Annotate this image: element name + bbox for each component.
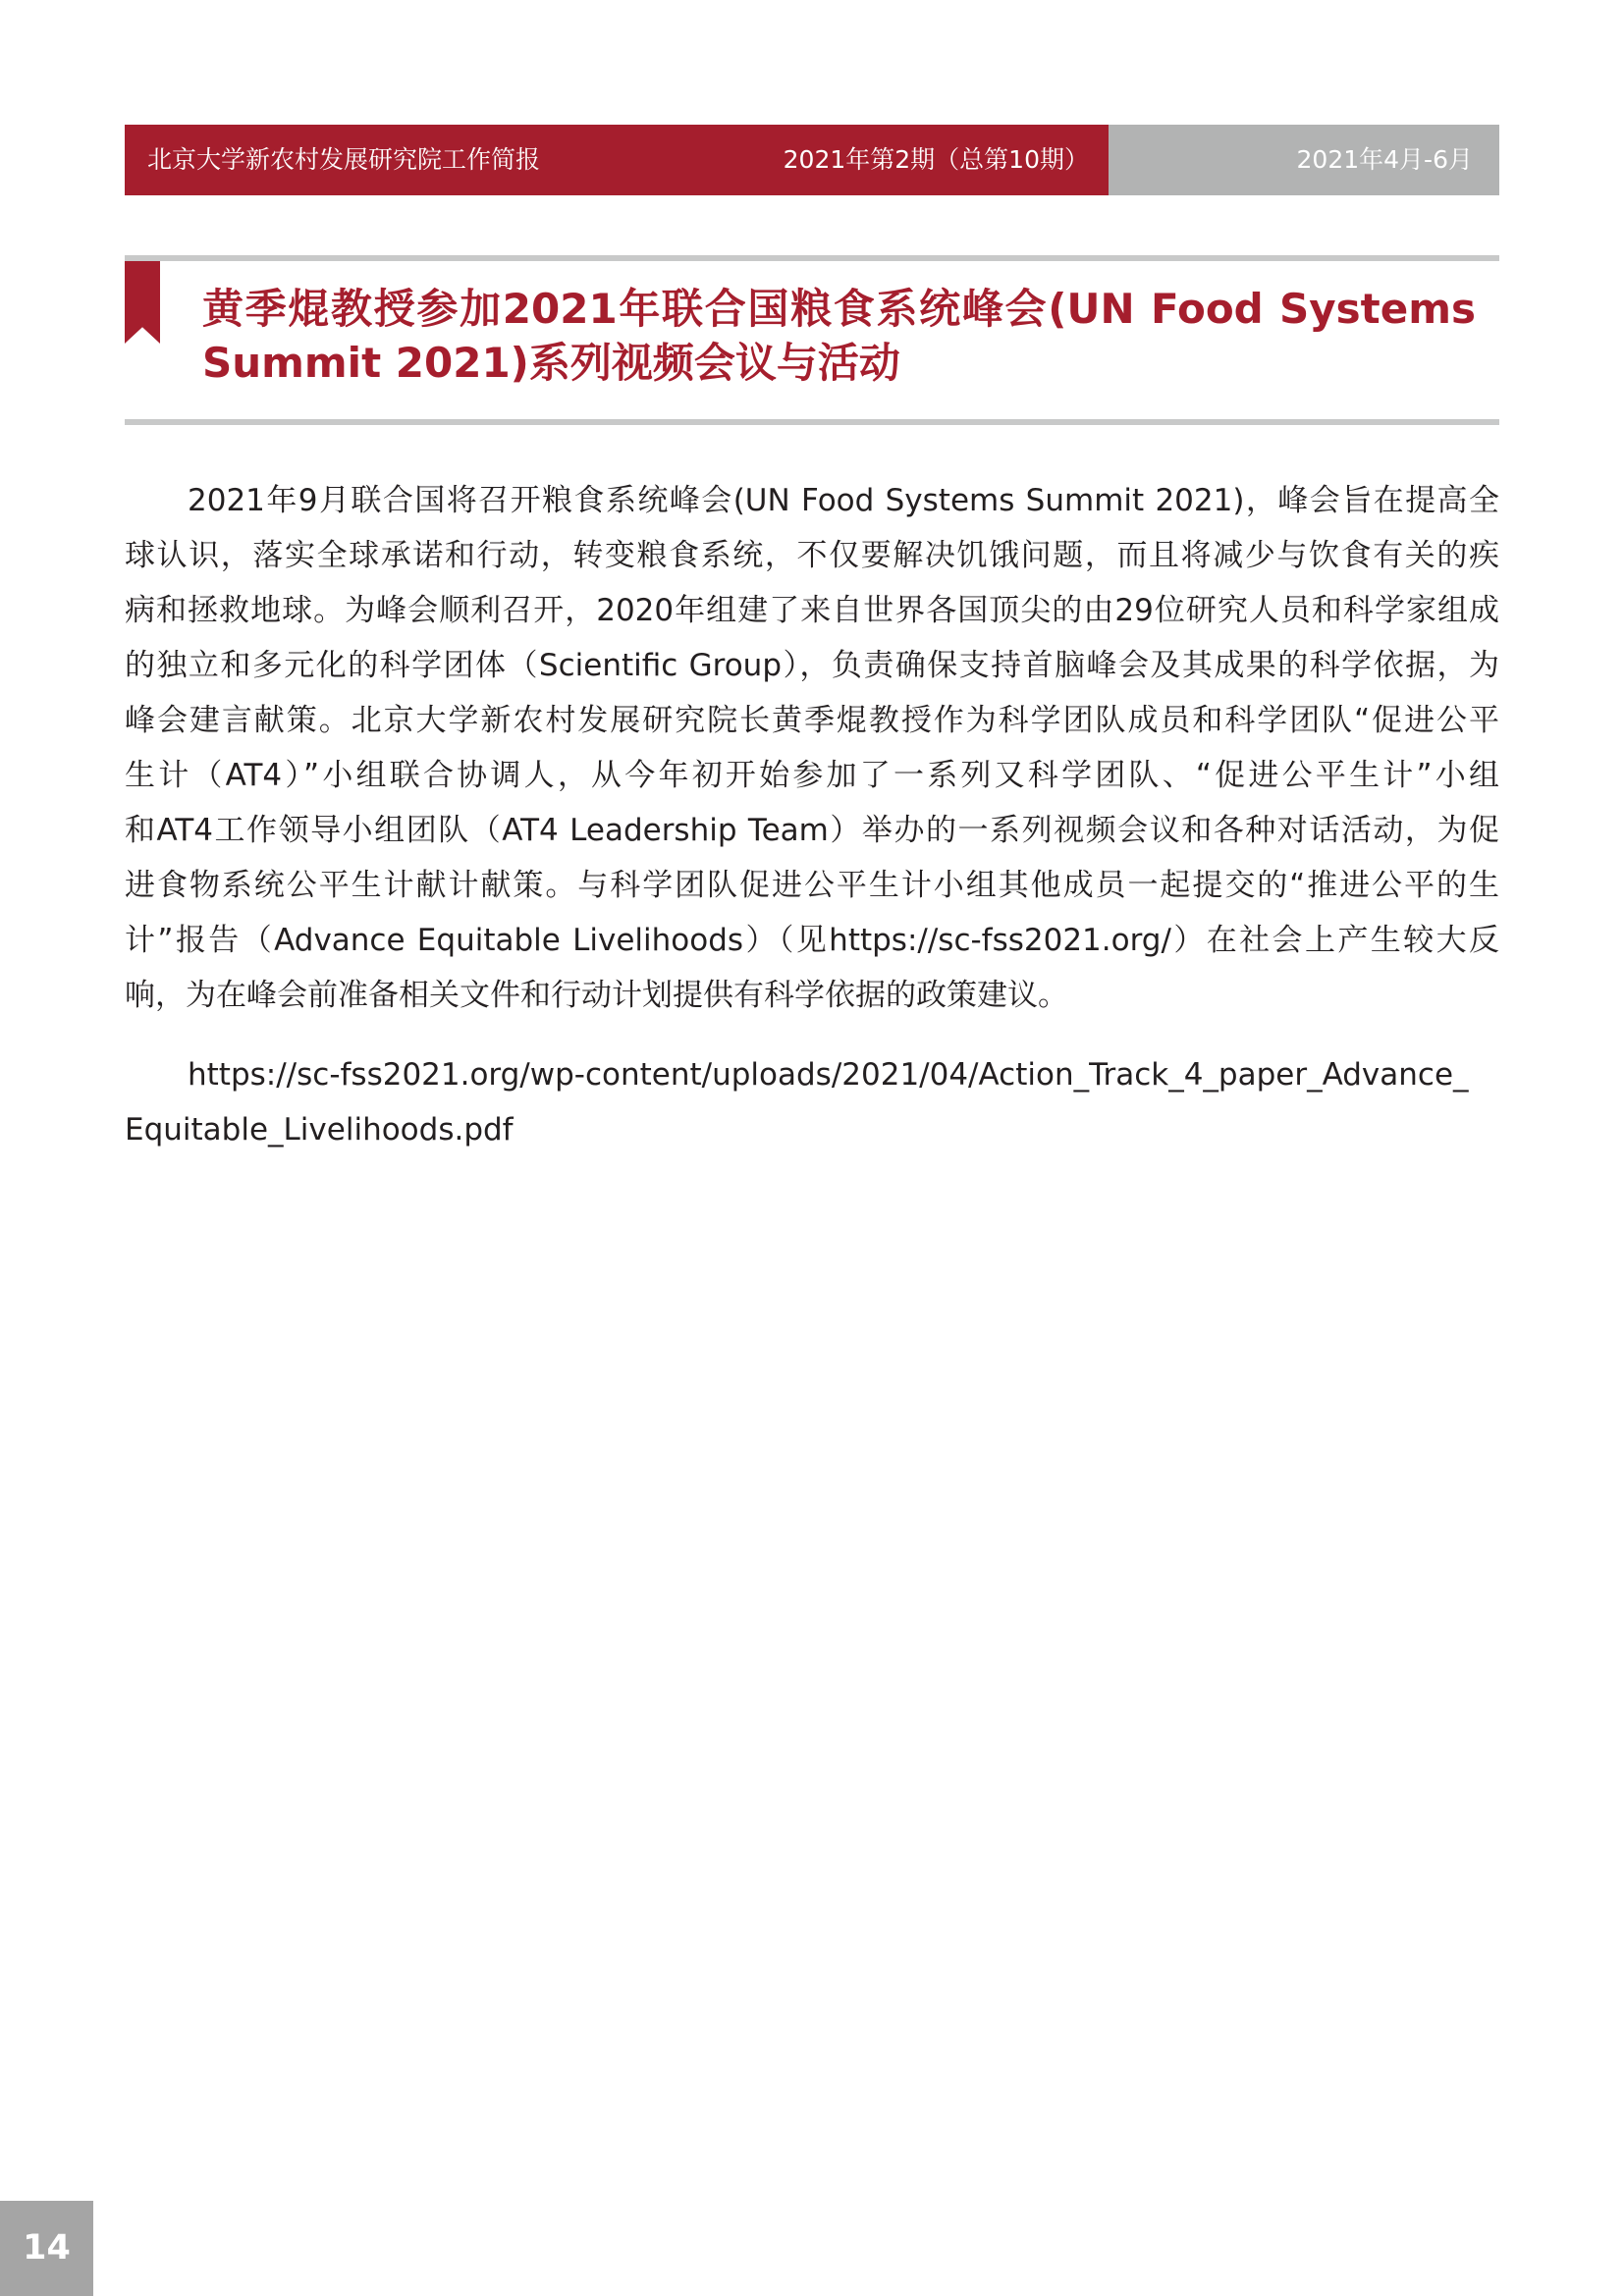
- article-title-line: Summit 2021)系列视频会议与活动: [202, 339, 900, 387]
- bookmark-ribbon-icon: [125, 261, 160, 344]
- title-top-rule: [125, 255, 1499, 261]
- body-line: 计”报告（Advance Equitable Livelihoods）（见https://sc-fss2021.org/）在社会上产生较大反: [125, 923, 1499, 958]
- body-line: 球认识，落实全球承诺和行动，转变粮食系统，不仅要解决饥饿问题，而且将减少与饮食有关的疾: [125, 538, 1499, 573]
- body-line: 进食物系统公平生计献计献策。与科学团队促进公平生计小组其他成员一起提交的“推进公平的生: [125, 868, 1499, 903]
- issue-number: 2021年第2期（总第10期）: [783, 145, 1089, 174]
- body-line: 响，为在峰会前准备相关文件和行动计划提供有科学依据的政策建议。: [125, 978, 1068, 1013]
- article-title: [202, 282, 1498, 390]
- header-red-band: [125, 125, 1109, 195]
- header-gray-band: [1109, 125, 1499, 195]
- body-line: 峰会建言献策。北京大学新农村发展研究院长黄季焜教授作为科学团队成员和科学团队“促进公平: [125, 703, 1499, 738]
- article-title-line: 黄季焜教授参加2021年联合国粮食系统峰会(UN Food Systems: [202, 285, 1476, 333]
- body-line: 生计（AT4）”小组联合协调人，从今年初开始参加了一系列又科学团队、“促进公平生计”小组: [125, 758, 1499, 793]
- article-body: [125, 473, 1499, 1023]
- reference-link-line[interactable]: Equitable_Livelihoods.pdf: [125, 1112, 514, 1148]
- page-header: [125, 125, 1499, 195]
- reference-link[interactable]: [125, 1047, 1499, 1157]
- journal-name: 北京大学新农村发展研究院工作简报: [147, 145, 541, 174]
- body-line: 2021年9月联合国将召开粮食系统峰会(UN Food Systems Summit 2021)，峰会旨在提高全: [188, 483, 1499, 518]
- body-line: 和AT4工作领导小组团队（AT4 Leadership Team）举办的一系列视频会议和各种对话活动，为促: [125, 813, 1499, 848]
- issue-date: 2021年4月-6月: [1296, 145, 1473, 174]
- reference-link-line[interactable]: https://sc-fss2021.org/wp-content/uploads/2021/04/Action_Track_4_paper_Advance_: [188, 1057, 1469, 1093]
- body-line: 病和拯救地球。为峰会顺利召开，2020年组建了来自世界各国顶尖的由29位研究人员和科学家组成: [125, 593, 1499, 628]
- title-bottom-rule: [125, 419, 1499, 425]
- body-line: 的独立和多元化的科学团体（Scientific Group），负责确保支持首脑峰会及其成果的科学依据，为: [125, 648, 1499, 683]
- page-number: 14: [0, 2201, 93, 2296]
